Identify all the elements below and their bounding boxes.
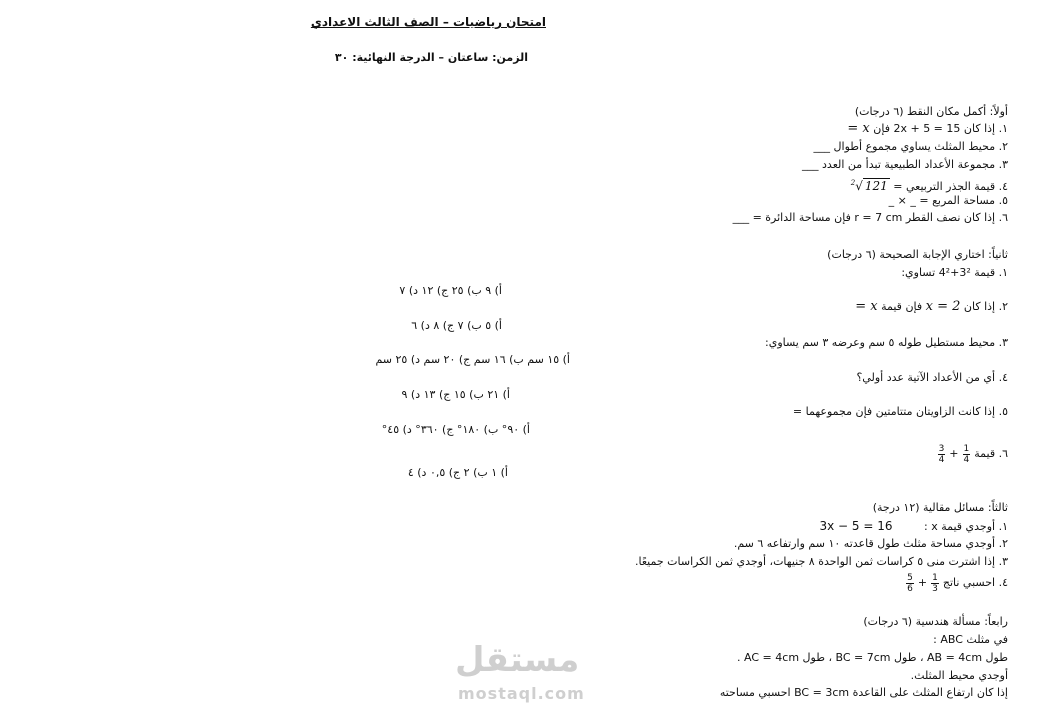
- options-q2: أ) ٥ ب) ٧ ج) ٨ د) ٦: [411, 319, 502, 332]
- section2-q2-text: ٢. إذا كان: [963, 300, 1008, 313]
- section2-q5: ٥. إذا كانت الزاويتان متتامتين فإن مجموعهما =: [792, 405, 1008, 418]
- section1-heading: أولاً: أكمل مكان النقط (٦ درجات): [854, 105, 1008, 118]
- section2-q6: [936, 438, 1008, 470]
- section2-q2-math-a: x = 2: [925, 299, 961, 314]
- watermark-logo-arabic: مستقل: [455, 640, 580, 680]
- section3-q1: [819, 518, 1008, 535]
- section2-q2: [855, 299, 1008, 315]
- watermark-logo-latin: mostaql.com: [458, 684, 585, 703]
- plus-sign: +: [949, 447, 959, 460]
- fraction-three-quarters: $\frac{3}{4}$: [938, 443, 945, 465]
- options-q1: أ) ٩ ب) ٢٥ ج) ١٢ د) ٧: [399, 284, 502, 297]
- section4-line2: طول AB = 4cm ، طول BC = 7cm ، طول AC = 4cm .: [737, 651, 1008, 664]
- section1-q1-math: x =: [847, 121, 870, 136]
- section3-q4-text: ٤. احسبي ناتج: [942, 576, 1008, 589]
- section2-q2-mid: فإن قيمة: [881, 300, 923, 313]
- section4-line1: في مثلث ABC :: [933, 633, 1008, 646]
- page-title: امتحان رياضيات – الصف الثالث الاعدادي: [310, 15, 546, 29]
- section1-q1-text: ١. إذا كان 15 = 5 + 2x فإن: [873, 122, 1008, 135]
- square-root-symbol: $^2$√ 121: [850, 179, 888, 193]
- options-q6: أ) ١ ب) ٢ ج) ٠,٥ د) ٤: [407, 466, 508, 479]
- section1-q2: ٢. محيط المثلث يساوي مجموع أطوال ___: [813, 140, 1008, 153]
- fraction-one-third: $\frac{1}{3}$: [932, 572, 938, 594]
- section1-q4-text: ٤. قيمة الجذر التربيعي =: [893, 180, 1008, 193]
- section1-q6: ٦. إذا كان نصف القطر r = 7 cm فإن مساحة الدائرة = ___: [732, 211, 1008, 224]
- section2-heading: ثانياً: اختاري الإجابة الصحيحة (٦ درجات): [827, 248, 1008, 261]
- section1-q3: ٣. مجموعة الأعداد الطبيعية تبدأ من العدد ___: [802, 158, 1008, 171]
- options-q4: أ) ٢١ ب) ١٥ ج) ١٣ د) ٩: [401, 388, 510, 401]
- section3-q1-equation: 3x − 5 = 16: [819, 519, 893, 533]
- fraction-one-quarter: $\frac{1}{4}$: [963, 443, 970, 465]
- fraction-five-sixths: $\frac{5}{6}$: [907, 572, 913, 594]
- section2-q3: ٣. محيط مستطيل طوله ٥ سم وعرضه ٣ سم يساوي:: [765, 336, 1008, 349]
- section4-heading: رابعاً: مسألة هندسية (٦ درجات): [863, 615, 1008, 628]
- options-q3: أ) ١٥ سم ب) ١٦ سم ج) ٢٠ سم د) ٢٥ سم: [375, 353, 570, 366]
- section2-q6-text: ٦. قيمة: [974, 447, 1008, 460]
- section1-q4: [851, 175, 1008, 195]
- section4-line3: أوجدي محيط المثلث.: [910, 669, 1008, 682]
- radicand: 121: [864, 179, 888, 193]
- section3-q3: ٣. إذا اشترت منى ٥ كراسات ثمن الواحدة ٨ جنيهات، أوجدي ثمن الكراسات جميعًا.: [635, 555, 1008, 568]
- section1-q5: ٥. مساحة المربع = _ × _: [888, 194, 1008, 207]
- section2-q1: ١. قيمة 3²+4² تساوي:: [901, 266, 1008, 279]
- section3-heading: ثالثاً: مسائل مقالية (١٢ درجة): [872, 501, 1008, 514]
- page-subtitle: الزمن: ساعتان – الدرجة النهائية: ٣٠: [334, 51, 528, 64]
- options-q5: أ) ٩٠° ب) ١٨٠° ج) ٣٦٠° د) ٤٥°: [381, 423, 530, 436]
- section3-q4: [904, 569, 1008, 597]
- radical-index: 2: [850, 179, 856, 187]
- section1-q1: [847, 121, 1008, 137]
- section2-q2-math-b: x =: [855, 299, 878, 314]
- section4-line4: إذا كان ارتفاع المثلث على القاعدة BC = 3cm احسبي مساحته: [719, 686, 1008, 699]
- section3-q2: ٢. أوجدي مساحة مثلث طول قاعدته ١٠ سم وارتفاعه ٦ سم.: [733, 537, 1008, 550]
- section3-q1-text: ١. أوجدي قيمة x :: [923, 520, 1008, 533]
- section2-q4: ٤. أي من الأعداد الآتية عدد أولي؟: [856, 371, 1008, 384]
- plus-sign: +: [917, 576, 928, 589]
